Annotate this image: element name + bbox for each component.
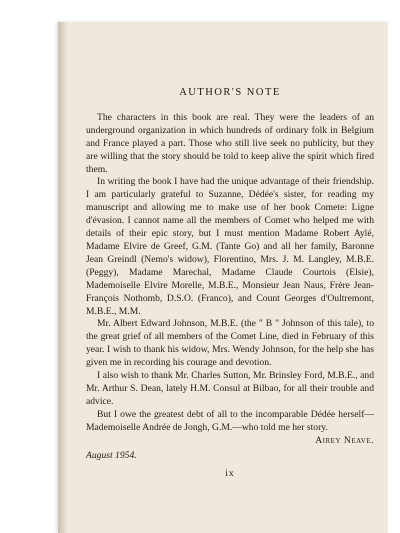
paragraph-dedee: But I owe the greatest debt of all to the incomparable Dédée herself—Mademoiselle Andrée de Jongh, G.M.—who told me her story. [86, 408, 374, 433]
book-page [58, 22, 388, 533]
page-number: ix [225, 468, 235, 480]
page-content [86, 87, 374, 481]
page-heading: AUTHOR'S NOTE [179, 87, 281, 98]
page-gutter-shadow [58, 22, 68, 533]
paragraph-johnson: Mr. Albert Edward Johnson, M.B.E. (the " B " Johnson of this tale), to the great grief of all members of the Comet Line, died in February of this year. I wish to thank his widow, Mrs. Wendy Johnson, for the help she has given me in recording his courage and devotion. [86, 318, 374, 369]
author-signature: Airey Neave. [315, 434, 374, 446]
signature-row [86, 435, 374, 448]
dateline: August 1954. [86, 450, 137, 462]
paragraph-thanks: I also wish to thank Mr. Charles Sutton, Mr. Brinsley Ford, M.B.E., and Mr. Arthur S. Dean, lately H.M. Consul at Bilbao, for all their trouble and advice. [86, 370, 374, 407]
paragraph-acknowledgements: In writing the book I have had the unique advantage of their friendship. I am particularly grateful to Suzanne, Dédée's sister, for reading my manuscript and allowing me to make use of her book Comete: Ligne d'évasion. I cannot name all the members of Comet who helped me with details of their epic story, but I must mention Madame Robert Aylé, Madame Elvire de Greef, G.M. (Tante Go) and all her family, Baronne Jean Greindl (Nemo's widow), Florentino, Mrs. J. M. Langley, M.B.E. (Peggy), Madame Marechal, Madame Claude Courtois (Elsie), Mademoiselle Elvire Morelle, M.B.E., Monsieur Jean Naus, Frère Jean-François Nothomb, D.S.O. (Franco), and Count Georges d'Oultremont, M.B.E., M.M. [86, 176, 374, 317]
paragraph-intro: The characters in this book are real. They were the leaders of an underground organization in which hundreds of ordinary folk in Belgium and France played a part. Those who still live seek no publicity, but they are willing that the story should be told to keep alive the spirit which fired them. [86, 111, 374, 175]
